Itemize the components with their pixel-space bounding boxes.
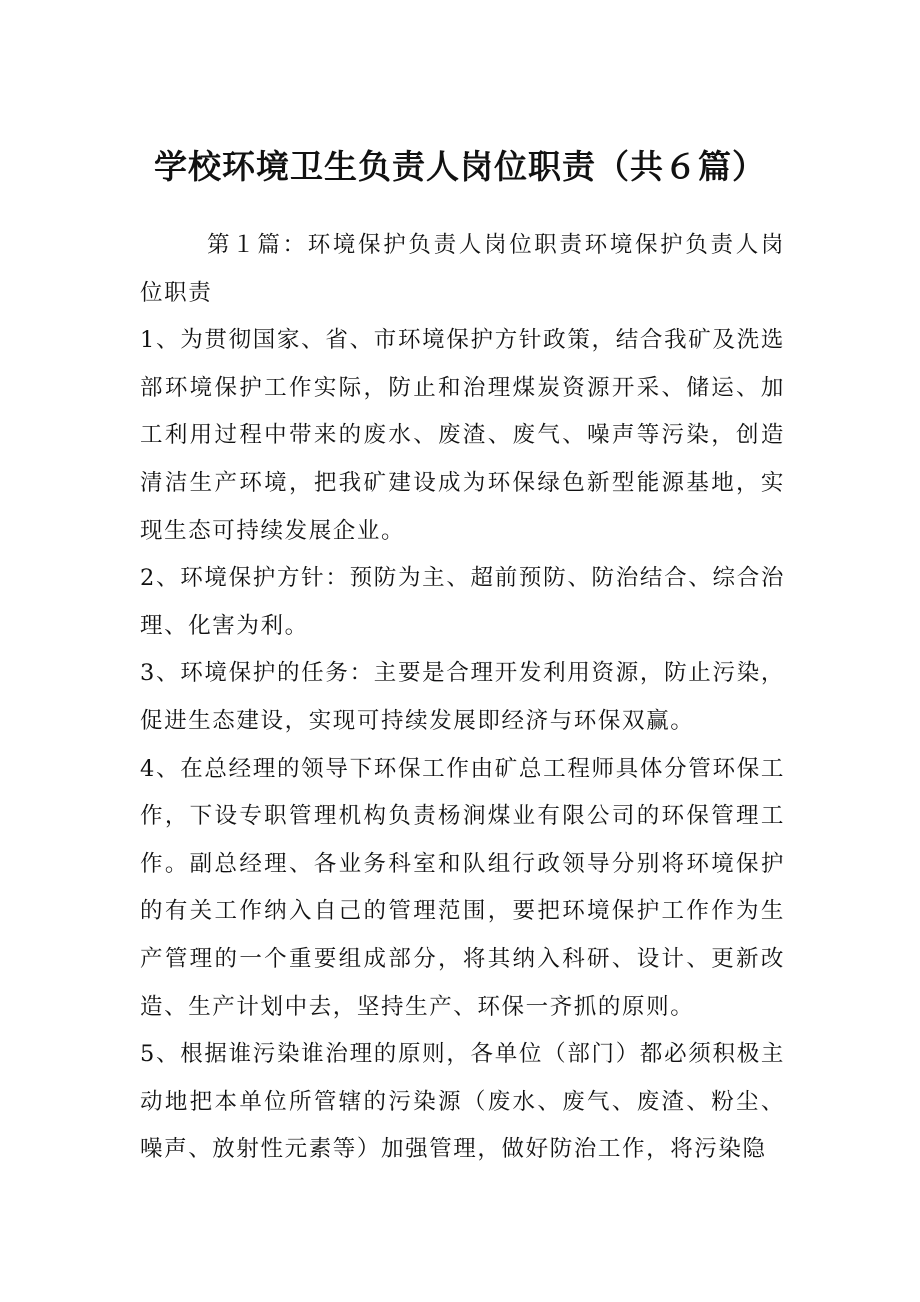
paragraph-heading: 第１篇：环境保护负责人岗位职责环境保护负责人岗位职责: [140, 232, 785, 306]
document-body: [140, 222, 785, 1174]
paragraph-item-3: 3、环境保护的任务：主要是合理开发利用资源，防止污染，促进生态建设，实现可持续发展即经济与环保双赢。: [140, 660, 785, 734]
paragraph-item-4: 4、在总经理的领导下环保工作由矿总工程师具体分管环保工作，下设专职管理机构负责杨涧煤业有限公司的环保管理工作。副总经理、各业务科室和队组行政领导分别将环境保护的有关工作纳入自己的管理范围，要把环境保护工作作为生产管理的一个重要组成部分，将其纳入科研、设计、更新改造、生产计划中去，坚持生产、环保一齐抓的原则。: [140, 755, 785, 1020]
paragraph-item-2: 2、环境保护方针：预防为主、超前预防、防治结合、综合治理、化害为利。: [140, 565, 785, 639]
paragraph-item-1: 1、为贯彻国家、省、市环境保护方针政策，结合我矿及洗选部环境保护工作实际，防止和治理煤炭资源开采、储运、加工利用过程中带来的废水、废渣、废气、噪声等污染，创造清洁生产环境，把我矿建设成为环保绿色新型能源基地，实现生态可持续发展企业。: [140, 327, 785, 544]
document-title: 学校环境卫生负责人岗位职责（共６篇）: [154, 147, 766, 186]
paragraph-item-5: 5、根据谁污染谁治理的原则，各单位（部门）都必须积极主动地把本单位所管辖的污染源（废水、废气、废渣、粉尘、噪声、放射性元素等）加强管理，做好防治工作，将污染隐: [140, 1041, 785, 1163]
